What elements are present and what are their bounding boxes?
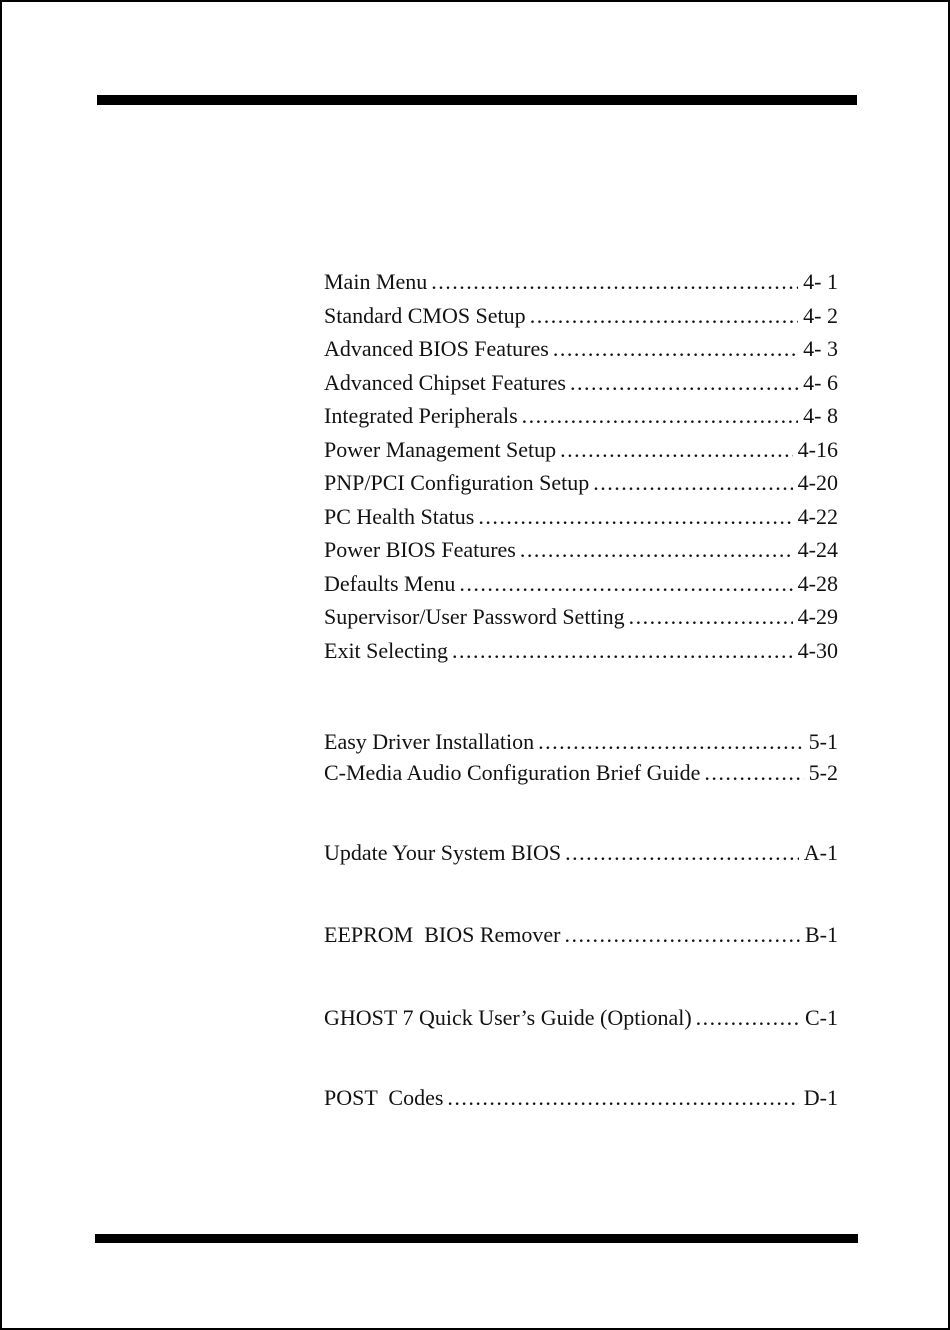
toc-entry-page: 4-24 xyxy=(797,537,838,562)
toc-entry-label: Standard CMOS Setup xyxy=(324,302,526,328)
toc-entry-page: 4-22 xyxy=(797,503,838,529)
toc-entry-label: EEPROM BIOS Remover xyxy=(324,922,561,947)
toc-entry-label: Integrated Peripherals xyxy=(324,403,518,428)
toc-entry xyxy=(324,399,838,433)
toc-entry-leader xyxy=(553,332,798,366)
toc-entry-leader xyxy=(447,1081,798,1115)
toc-entry-leader xyxy=(629,600,793,634)
toc-entry xyxy=(324,366,838,400)
toc-entry-label: POST Codes xyxy=(324,1085,444,1110)
toc-entry-leader xyxy=(696,1001,800,1035)
toc-entry-label: Power Management Setup xyxy=(324,436,557,462)
toc-group xyxy=(324,1081,838,1115)
toc-entry-page: 4-16 xyxy=(797,436,838,462)
toc-entry-leader xyxy=(478,500,792,534)
toc-entry-label: Power BIOS Features xyxy=(324,537,516,562)
toc-entry-label: Advanced BIOS Features xyxy=(324,336,549,361)
toc-entry-page: 5-1 xyxy=(808,729,838,754)
toc-entry xyxy=(324,725,838,756)
toc-entry xyxy=(324,1001,838,1035)
toc-entry xyxy=(324,600,838,634)
toc-entry xyxy=(324,1081,838,1115)
toc-group xyxy=(324,265,838,667)
toc-group xyxy=(324,725,838,787)
toc-entry-page: 4- 3 xyxy=(803,336,838,361)
toc-entry-leader xyxy=(452,634,793,668)
toc-entry-label: PC Health Status xyxy=(324,503,475,529)
toc-entry-leader xyxy=(538,725,804,759)
toc-entry-leader xyxy=(560,433,793,467)
toc-entry-leader xyxy=(565,918,801,952)
toc-entry-leader xyxy=(431,265,798,299)
toc-entry-label: Advanced Chipset Features xyxy=(324,369,566,395)
toc-entry-label: Exit Selecting xyxy=(324,637,449,663)
toc-entry-page: C-1 xyxy=(805,1005,838,1030)
toc-entry-label: Main Menu xyxy=(324,269,428,294)
toc-entry-page: D-1 xyxy=(803,1085,838,1110)
toc-entry-leader xyxy=(520,533,793,567)
toc-entry-leader xyxy=(459,567,792,601)
toc-group xyxy=(324,918,838,952)
toc-entry-label: Supervisor/User Password Setting xyxy=(324,604,625,629)
toc-entry-page: 4- 8 xyxy=(803,403,838,428)
toc-entry xyxy=(324,533,838,567)
toc-entry-leader xyxy=(530,299,798,333)
toc-entry xyxy=(324,332,838,366)
toc-entry xyxy=(324,500,838,534)
toc-entry xyxy=(324,265,838,299)
toc-entry-page: A-1 xyxy=(803,840,838,865)
toc-entry-leader xyxy=(565,836,799,870)
toc-entry-page: 4-29 xyxy=(797,604,838,629)
toc-entry-page: 4-20 xyxy=(797,470,838,495)
toc-entry xyxy=(324,756,838,787)
toc-entry-page: 4- 2 xyxy=(803,302,838,328)
toc-entry-leader xyxy=(570,366,798,400)
toc-entry xyxy=(324,466,838,500)
toc-entry-label: Update Your System BIOS xyxy=(324,840,562,865)
toc-entry-label: Defaults Menu xyxy=(324,570,456,596)
toc-entry-page: 4- 1 xyxy=(803,269,838,294)
toc-entry-page: 4-30 xyxy=(797,637,838,663)
toc-entry-leader xyxy=(704,756,803,790)
toc-entry xyxy=(324,433,838,467)
toc-entry-label: Easy Driver Installation xyxy=(324,729,535,754)
toc-entry-page: 5-2 xyxy=(808,760,838,785)
toc-entry-page: 4- 6 xyxy=(803,369,838,395)
toc xyxy=(324,2,838,1328)
toc-entry xyxy=(324,634,838,668)
toc-group xyxy=(324,836,838,870)
toc-group xyxy=(324,1001,838,1035)
toc-entry-leader xyxy=(593,466,792,500)
toc-entry-label: GHOST 7 Quick User’s Guide (Optional) xyxy=(324,1005,692,1030)
toc-entry-label: C-Media Audio Configuration Brief Guide xyxy=(324,760,701,785)
toc-entry xyxy=(324,299,838,333)
toc-entry-page: B-1 xyxy=(805,922,838,947)
toc-entry-leader xyxy=(522,399,799,433)
toc-entry-label: PNP/PCI Configuration Setup xyxy=(324,470,590,495)
toc-entry xyxy=(324,567,838,601)
toc-entry xyxy=(324,918,838,952)
toc-entry xyxy=(324,836,838,870)
bottom-horizontal-rule xyxy=(95,1234,858,1243)
toc-entry-page: 4-28 xyxy=(797,570,838,596)
